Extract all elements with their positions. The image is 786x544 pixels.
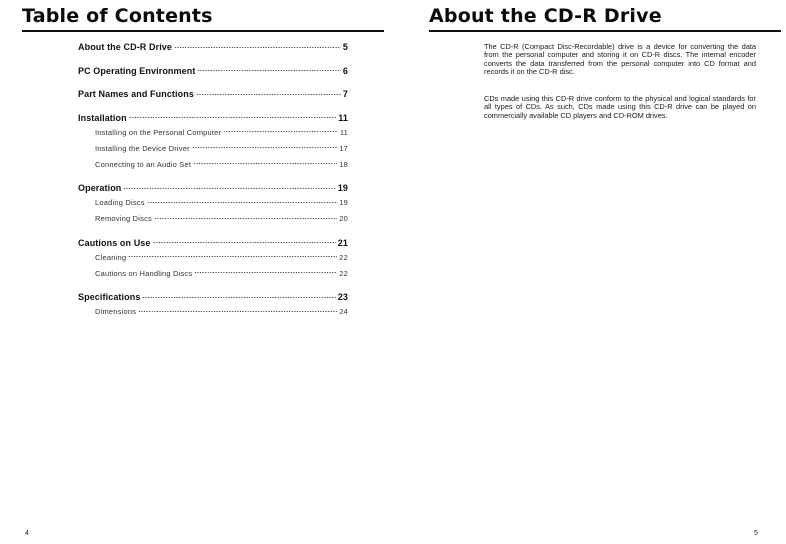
toc-entry-page: 11: [339, 127, 348, 137]
toc-entry-page: 20: [339, 214, 348, 223]
dot-leader: [147, 199, 338, 205]
toc-subentry[interactable]: [78, 127, 348, 139]
dot-leader: [194, 270, 337, 276]
toc-entry-label: Operation: [78, 183, 122, 193]
toc-subentry[interactable]: [78, 306, 348, 318]
dot-leader: [128, 254, 337, 260]
dot-leader: [196, 91, 341, 97]
toc-entry-label: Installation: [78, 112, 127, 123]
toc-entry-page: 19: [337, 183, 348, 193]
toc-entry-label: Installing on the Personal Computer: [95, 127, 222, 137]
toc-entry[interactable]: [78, 41, 348, 53]
toc-entry-label: Specifications: [78, 292, 141, 302]
toc-entry[interactable]: [78, 237, 348, 249]
dot-leader: [142, 294, 335, 300]
toc-entry[interactable]: [78, 112, 348, 124]
page-number: 5: [754, 530, 758, 537]
toc-entry[interactable]: [78, 65, 348, 77]
body-paragraph: CDs made using this CD-R drive conform to the physical and logical standards for all types of CDs. As such, CDs made using this CD-R drive can be played on commercially available CD players and CD-ROM drives.: [484, 94, 756, 120]
toc-entry-label: Loading Discs: [95, 198, 145, 207]
toc-entry-label: Dimensions: [95, 307, 137, 316]
toc-entry-page: 11: [338, 112, 348, 123]
toc-entry[interactable]: [78, 291, 348, 303]
toc-subentry[interactable]: [78, 159, 348, 171]
toc-subentry[interactable]: [78, 252, 348, 264]
toc-subentry[interactable]: [78, 268, 348, 280]
toc-entry-label: Connecting to an Audio Set: [95, 159, 192, 169]
toc-entry-page: 7: [342, 89, 348, 99]
toc-entry[interactable]: [78, 88, 348, 100]
toc-entry-label: About the CD-R Drive: [78, 42, 172, 52]
dot-leader: [193, 161, 337, 167]
body-paragraph: The CD-R (Compact Disc-Recordable) drive is a device for converting the data from the personal computer and storing it on CD-R discs. The internal encoder converts the data transferred from the personal computer into CD format and records it on the CD-R disc.: [484, 42, 756, 77]
toc-entry-page: 6: [342, 65, 348, 76]
heading-rule: [22, 30, 384, 32]
dot-leader: [123, 185, 335, 191]
toc-entry-label: Cleaning: [95, 252, 127, 262]
section-heading: About the CD-R Drive: [429, 5, 662, 27]
toc-entry-page: 18: [339, 159, 348, 169]
toc-entry-label: Part Names and Functions: [78, 89, 194, 99]
toc-heading: Table of Contents: [22, 5, 213, 27]
toc-entry-label: Cautions on Use: [78, 237, 151, 248]
toc-entry-page: 22: [339, 268, 348, 278]
right-page: [393, 0, 786, 544]
toc-subentry[interactable]: [78, 143, 348, 155]
dot-leader: [192, 145, 337, 151]
toc-entry-label: Installing the Device Driver: [95, 143, 190, 153]
dot-leader: [129, 115, 337, 121]
heading-rule: [429, 30, 781, 32]
table-of-contents: [78, 41, 348, 318]
page-number: 4: [25, 530, 29, 537]
toc-entry-label: Removing Discs: [95, 214, 152, 223]
dot-leader: [174, 44, 341, 50]
dot-leader: [154, 215, 337, 221]
toc-entry-page: 21: [337, 237, 348, 248]
dot-leader: [153, 240, 336, 246]
toc-subentry[interactable]: [78, 197, 348, 209]
toc-entry-page: 19: [339, 198, 348, 207]
toc-subentry[interactable]: [78, 213, 348, 225]
toc-entry-label: Cautions on Handling Discs: [95, 268, 193, 278]
toc-entry-label: PC Operating Environment: [78, 65, 196, 76]
dot-leader: [223, 129, 338, 135]
dot-leader: [138, 308, 337, 314]
toc-entry[interactable]: [78, 182, 348, 194]
toc-entry-page: 5: [342, 42, 348, 52]
dot-leader: [197, 68, 340, 74]
toc-entry-page: 23: [337, 292, 348, 302]
toc-entry-page: 17: [339, 143, 348, 153]
toc-entry-page: 22: [339, 252, 348, 262]
toc-entry-page: 24: [339, 307, 348, 316]
